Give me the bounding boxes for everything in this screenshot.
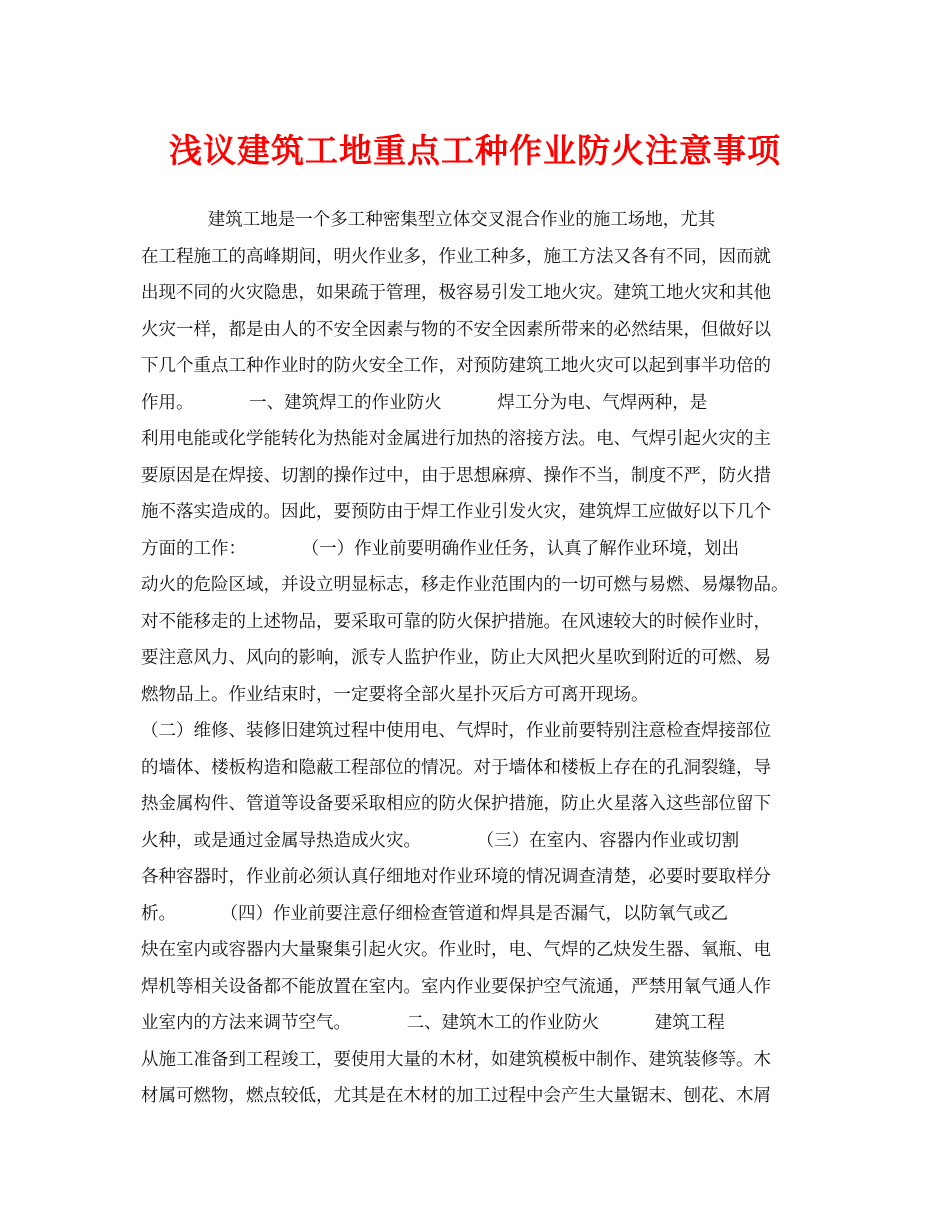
body-line: 炔在室内或容器内大量聚集引起火灾。作业时，电、气焊的乙炔发生器、氧瓶、电: [141, 940, 771, 960]
document-title: 浅议建筑工地重点工种作业防火注意事项: [169, 131, 781, 170]
body-line: 利用电能或化学能转化为热能对金属进行加热的溶接方法。电、气焊引起火灾的主: [141, 429, 771, 449]
body-line: 作用。 一、建筑焊工的作业防火 焊工分为电、气焊两种，是: [141, 392, 708, 413]
body-line: 从施工准备到工程竣工，要使用大量的木材，如建筑模板中制作、建筑装修等。木: [141, 1049, 771, 1070]
body-line: 建筑工地是一个多工种密集型立体交叉混合作业的施工场地，尤其: [141, 210, 716, 230]
body-line: 动火的危险区域，并设立明显标志，移走作业范围内的一切可燃与易燃、易爆物品。: [141, 575, 789, 595]
body-line: 出现不同的火灾隐患，如果疏于管理，极容易引发工地火灾。建筑工地火灾和其他: [141, 283, 771, 303]
body-line: 下几个重点工种作业时的防火安全工作，对预防建筑工地火灾可以起到事半功倍的: [141, 356, 771, 376]
document-body: [141, 202, 831, 1115]
body-line: 方面的工作： （一）作业前要明确作业任务，认真了解作业环境，划出: [141, 538, 740, 559]
body-line: 在工程施工的高峰期间，明火作业多，作业工种多，施工方法又各有不同，因而就: [141, 246, 771, 267]
body-line: 燃物品上。作业结束时，一定要将全部火星扑灭后方可离开现场。: [141, 684, 649, 705]
body-line: 要原因是在焊接、切割的操作过中，由于思想麻痹、操作不当，制度不严，防火措: [141, 465, 771, 486]
body-line: 火灾一样，都是由人的不安全因素与物的不安全因素所带来的必然结果，但做好以: [141, 319, 771, 340]
body-line: 析。 （四）作业前要注意仔细检查管道和焊具是否漏气，以防氧气或乙: [141, 903, 728, 924]
body-line: 材属可燃物，燃点较低，尤其是在木材的加工过程中会产生大量锯末、刨花、木屑: [141, 1086, 771, 1106]
body-line: 热金属构件、管道等设备要采取相应的防火保护措施，防止火星落入这些部位留下: [141, 794, 771, 814]
body-line: （二）维修、装修旧建筑过程中使用电、气焊时，作业前要特别注意检查焊接部位: [141, 721, 771, 741]
body-line: 火种，或是通过金属导热造成火灾。 （三）在室内、容器内作业或切割: [141, 830, 740, 851]
body-line: 焊机等相关设备都不能放置在室内。室内作业要保护空气流通，严禁用氧气通人作: [141, 976, 771, 997]
body-line: 的墙体、楼板构造和隐蔽工程部位的情况。对于墙体和楼板上存在的孔洞裂缝，导: [141, 757, 771, 778]
body-line: 对不能移走的上述物品，要采取可靠的防火保护措施。在风速较大的时候作业时，: [141, 611, 771, 632]
body-line: 要注意风力、风向的影响，派专人监护作业，防止大风把火星吹到附近的可燃、易: [141, 648, 771, 668]
body-line: 业室内的方法来调节空气。 二、建筑木工的作业防火 建筑工程: [141, 1013, 725, 1033]
body-line: 施不落实造成的。因此，要预防由于焊工作业引发火灾，建筑焊工应做好以下几个: [141, 502, 771, 522]
body-line: 各种容器时，作业前必须认真仔细地对作业环境的情况调查清楚，必要时要取样分: [141, 867, 771, 887]
